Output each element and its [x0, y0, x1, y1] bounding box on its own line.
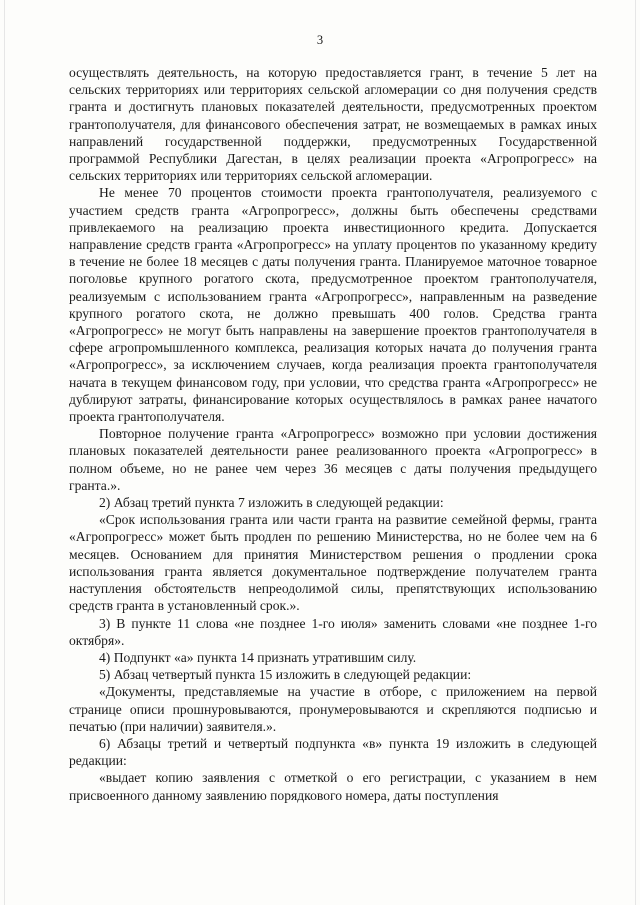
- paragraph-amendment-2-text: «Срок использования гранта или части гранта на развитие семейной фермы, гранта «Агропрогресс» может быть продлен по решению Министерства, но не более чем на 6 месяцев. Основанием для принятия Министерством решения о продлении срока использования гранта является документальное подтверждение получателем гранта наступления обстоятельств непреодолимой силы, препятствующих использованию средств гранта в установленный срок.».: [69, 512, 597, 614]
- paragraph-amendment-5-text: «Документы, представляемые на участие в отборе, с приложением на первой странице описи прошнуровываются, пронумеровываются и скрепляются подписью и печатью (при наличии) заявителя.».: [69, 684, 597, 734]
- page-number: 3: [316, 33, 324, 47]
- scan-edge-left: [4, 0, 5, 905]
- paragraph-amendment-6: 6) Абзацы третий и четвертый подпункта «в» пункта 19 изложить в следующей редакции:: [69, 735, 597, 769]
- paragraph-amendment-5: 5) Абзац четвертый пункта 15 изложить в следующей редакции:: [99, 667, 472, 683]
- paragraph-amendment-3: 3) В пункте 11 слова «не позднее 1-го июля» заменить словами «не позднее 1-го октября».: [69, 615, 597, 648]
- paragraph-project-financing: Не менее 70 процентов стоимости проекта грантополучателя, реализуемого с участием средств гранта «Агропрогресс», должны быть обеспечены средствами привлекаемого на реализацию проекта инвестиционного кредита. Допускается направление средств гранта «Агропрогресс» на уплату процентов по указанному кредиту в течение не более 18 месяцев с даты получения гранта. Планируемое маточное товарное поголовье крупного рогатого скота, предусмотренное проектом грантополучателя, реализуемым с использованием гранта «Агропрогресс», направленным на разведение крупного рогатого скота, не должно превышать 400 голов. Средства гранта «Агропрогресс» не могут быть направлены на завершение проектов грантополучателя в сфере агропромышленного комплекса, реализация которых начата до получения гранта «Агропрогресс», за исключением случаев, когда реализация проекта грантополучателя начата в текущем финансовом году, при условии, что средства гранта «Агропрогресс» не дублируют затраты, финансирование которых осуществлялось в рамках ранее начатого проекта грантополучателя.: [69, 185, 597, 425]
- paragraph-amendment-2: 2) Абзац третий пункта 7 изложить в следующей редакции:: [99, 495, 444, 511]
- document-body: [69, 64, 597, 804]
- paragraph-continuation: осуществлять деятельность, на которую предоставляется грант, в течение 5 лет на сельских территориях или территориях сельской агломерации со дня получения средств гранта и достигнуть плановых показателей деятельности, предусмотренных проектом грантополучателя, для финансового обеспечения затрат, не возмещаемых в рамках иных направлений государственной поддержки, предусмотренных Государственной программой Республики Дагестан, в целях реализации проекта «Агропрогресс» на сельских территориях или территориях сельской агломерации.: [69, 65, 597, 184]
- paragraph-amendment-6-text: «выдает копию заявления с отметкой о его регистрации, с указанием в нем присвоенного данному заявлению порядкового номера, даты поступления: [69, 770, 597, 803]
- paragraph-repeat-grant: Повторное получение гранта «Агропрогресс» возможно при условии достижения плановых показателей деятельности ранее реализованного проекта «Агропрогресс» в полном объеме, но не ранее чем через 36 месяцев с даты получения предыдущего гранта.».: [69, 426, 597, 493]
- scan-edge-right: [635, 0, 636, 905]
- paragraph-amendment-4: 4) Подпункт «а» пункта 14 признать утратившим силу.: [99, 649, 417, 665]
